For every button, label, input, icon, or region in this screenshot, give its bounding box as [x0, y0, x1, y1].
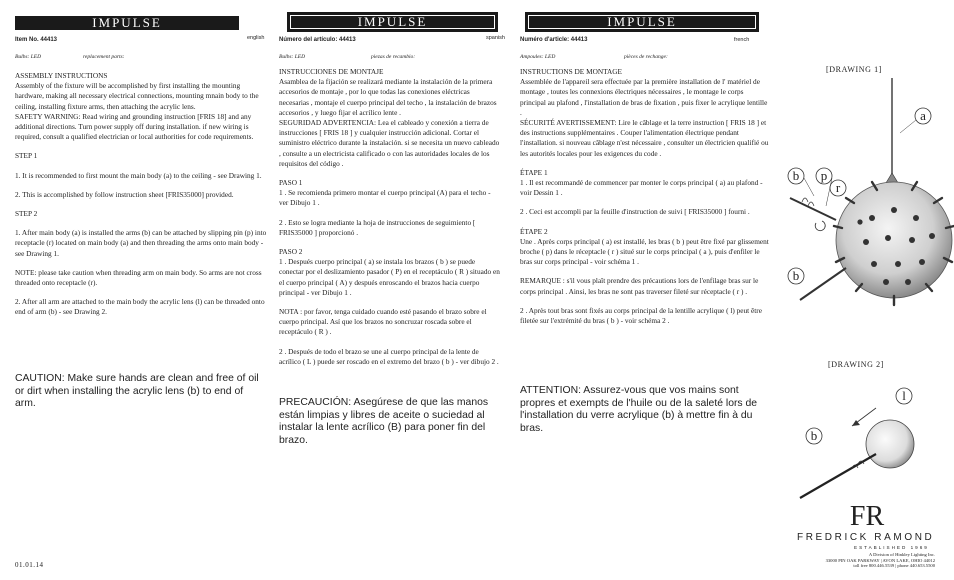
instruction-paragraph: ASSEMBLY INSTRUCTIONS	[15, 71, 108, 80]
language-label: french	[734, 37, 750, 43]
instruction-paragraph: 2 . Después de todo el brazo se une al cuerpo principal de la lente de acrílico ( L ) puede ser roscado en el extremo del brazo ( b ) - ver dibujo 2 .	[279, 346, 499, 366]
callout-b2: b	[792, 268, 800, 283]
instruction-paragraph	[15, 219, 267, 228]
drawing-2-figure	[780, 372, 954, 508]
drawing-1-figure	[782, 78, 954, 310]
instruction-paragraph: 1. It is recommended to first mount the main body (a) to the ceiling - see Drawing 1.	[15, 170, 262, 180]
caution-spanish: PRECAUCIÓN: Asegúrese de que las manos están limpias y libres de aceite o suciedad al instalar la lente acrílico (B) para poner fin del brazo.	[279, 397, 489, 446]
bulbs-label: Ampoules: LED	[520, 54, 556, 60]
instruction-paragraph: STEP 2	[15, 209, 38, 219]
instructions-english	[15, 71, 267, 318]
instruction-paragraph	[15, 288, 267, 297]
arm-lower	[800, 268, 846, 300]
instruction-paragraph: 1 . Después cuerpo principal ( a) se instala los brazos ( b ) se puede conectar por el deslizamiento pasador ( P) en el receptáculo ( R ) situado en el cuerpo principal ( A) y después enroscando el brazos hacia cuerpo principal - ver Dibujo 1 .	[279, 257, 500, 297]
instruction-paragraph	[15, 162, 267, 171]
item-number: Número del artículo: 44413	[279, 37, 356, 43]
instruction-paragraph: 2 . Après tout bras sont fixés au corps principal de la lentille acrylique ( l) peut être filetée sur l'extrémité du bras ( b ) - voir schéma 2 .	[520, 305, 762, 326]
instruction-paragraph: STEP 1	[15, 151, 38, 161]
address: 33000 PIN OAK PARKWAY | AVON LAKE, OHIO 44012	[825, 557, 935, 563]
instruction-paragraph: SAFETY WARNING: Read wiring and grounding instruction [FRIS 18] and any additional directions. Turn power supply off during installation. if new wiring is required, consult a qualified electrician or local authorities for code requirements.	[15, 111, 254, 142]
main-body-sphere	[836, 182, 952, 298]
instruction-paragraph: 1 . Se recomienda primero montar el cuerpo principal (A) para el techo - ver Dibujo 1 .	[279, 188, 491, 208]
callout-r: r	[835, 180, 841, 195]
acrylic-lens	[866, 420, 914, 468]
instruction-paragraph: PASO 1	[279, 178, 303, 188]
drawing-2-label: [DRAWING 2]	[828, 360, 884, 369]
date-code: 01.01.14	[15, 561, 44, 569]
instruction-paragraph: 2 . Ceci est accompli par la feuille d'instruction de suivi [ FRIS35000 ] fourni .	[520, 207, 750, 217]
instructions-french	[520, 67, 770, 326]
arm-rod	[800, 454, 876, 498]
brand-name: FREDRICK RAMOND	[797, 532, 935, 543]
language-label: english	[247, 35, 265, 41]
instruction-paragraph: 2. This is accomplished by follow instruction sheet [FRIS35000] provided.	[15, 189, 234, 199]
instruction-paragraph: 2 . Esto se logra mediante la hoja de instrucciones de seguimiento [ FRIS35000 ] proporcionó .	[279, 217, 476, 237]
instruction-paragraph: Une . Après corps principal ( a) est installé, les bras ( b ) peut être fixé par glissement broche ( p) dans le réceptacle ( r ) situé sur le corps principal ( a ), puis d'enfiler le bras sur corps principal - voir schéma 1 .	[520, 236, 769, 267]
arm-upper	[790, 198, 836, 220]
instruction-paragraph	[279, 209, 501, 218]
product-title: IMPULSE	[92, 15, 162, 30]
parts-label: piezas de recambio:	[371, 54, 416, 60]
instruction-paragraph: 1 . Il est recommandé de commencer par monter le corps principal ( a) au plafond - voir Dessin 1 .	[520, 178, 763, 198]
callout-l: l	[902, 388, 906, 403]
established: ESTABLISHED 1969	[854, 545, 929, 550]
instruction-paragraph	[15, 142, 267, 151]
callout-p: p	[820, 168, 828, 183]
caution-french: ATTENTION: Assurez-vous que vos mains sont propres et exempts de l'huile ou de la saleté lors de l'installation du verre acrylique (b) à mettre fin à du bras.	[520, 385, 758, 434]
callout-a: a	[920, 108, 926, 123]
product-title: IMPULSE	[607, 14, 677, 29]
product-title: IMPULSE	[357, 14, 428, 29]
item-number: Numéro d'article: 44413	[520, 37, 588, 43]
instruction-paragraph	[15, 200, 267, 209]
instruction-paragraph	[279, 298, 501, 307]
instruction-paragraph: ÉTAPE 1	[520, 167, 548, 177]
bulbs-label: Bulbs: LED	[279, 54, 306, 60]
title-bar-english	[15, 16, 239, 30]
instruction-paragraph: SEGURIDAD ADVERTENCIA: Lea el cableado y conexión a tierra de instrucciones [ FRIS 18 ] y cualquier instrucción adicional. Cortar el suministro eléctrico durante la instalación. si se necesita un nuevo cableado , consulte a un electricista calificado o con las autoridades locales de los requisitos del código .	[279, 118, 500, 168]
instruction-paragraph	[279, 338, 501, 347]
instruction-paragraph: SÉCURITÉ AVERTISSEMENT: Lire le câblage et la terre instruction [ FRIS 18 ] et des instructions supplémentaires . Couper l'alimentation électrique pendant l'installation. si nouveau câblage n'est nécessaire , consulter un électricien qualifié ou les autorités locales pour les exigences du code .	[520, 118, 769, 158]
instruction-paragraph	[520, 198, 770, 207]
instruction-paragraph: ÉTAPE 2	[520, 226, 548, 236]
instruction-paragraph: 2. After all arm are attached to the main body the acrylic lens (l) can be threaded onto end of arm (b) - see Drawing 2.	[15, 297, 265, 317]
callout-b: b	[810, 428, 818, 443]
instruction-paragraph	[15, 259, 267, 268]
instruction-paragraph: Asamblea de la fijación se realizará mediante la instalación de la primera accesorios de montaje , por lo que todas las conexiones eléctricas necesarias , montaje el cuerpo principal del techo , la instalación de brazos accesorios , y luego fijar el acrílico lente .	[279, 77, 497, 117]
instruction-paragraph	[15, 181, 267, 190]
instruction-paragraph: INSTRUCCIONES DE MONTAJE	[279, 67, 384, 76]
drawing-1-label: [DRAWING 1]	[826, 65, 882, 74]
phone: toll free 800.446.5539 | phone 440.653.5500	[853, 563, 935, 569]
brand-monogram-logo	[849, 500, 885, 532]
instruction-paragraph	[279, 238, 501, 247]
instruction-paragraph: Assembly of the fixture will be accomplished by first installing the mounting hardware, making all necessary electrical connections, mounting mnain body to the ceiling, installing fixture arms, then attaching the acrylic lens.	[15, 81, 259, 111]
instruction-paragraph: NOTA : por favor, tenga cuidado cuando esté pasando el brazo sobre el cuerpo principal. Así que los brazos no soncruzar roscada sobre el receptáculo ( R ) .	[279, 307, 487, 337]
instruction-paragraph: REMARQUE : s'il vous plaît prendre des précautions lors de l'enfilage bras sur le corps principal . Ainsi, les bras ne sont pas traverser fileté sur réceptacle ( r ) .	[520, 276, 759, 296]
instruction-paragraph: 1. After main body (a) is installed the arms (b) can be attached by slipping pin (p) into receptacle (r) located on main body (a) and then threading the arms onto main body - see Drawing 1.	[15, 228, 267, 258]
instruction-paragraph: INSTRUCTIONS DE MONTAGE	[520, 67, 622, 76]
instruction-paragraph: PASO 2	[279, 247, 303, 257]
monogram-text: FR	[849, 501, 885, 532]
instruction-paragraph	[520, 218, 770, 227]
instruction-paragraph: Assemblée de l'appareil sera effectuée par la première installation de l' matériel de montage , toutes les connexions électriques nécessaires , le montage le corps principal au plafond , l'installation de bras de fixation , puis fixer le acrylique lentille .	[520, 77, 768, 117]
instruction-paragraph: NOTE: please take caution when threading arm on main body. So arms are not cross threaded onto receptacle (r).	[15, 267, 262, 288]
parts-label: replacement parts:	[83, 54, 125, 60]
bulbs-label: Bulbs: LED	[15, 54, 42, 60]
title-bar-french	[525, 12, 759, 32]
instructions-spanish	[279, 67, 501, 367]
instruction-paragraph	[520, 159, 770, 168]
instruction-paragraph	[520, 297, 770, 306]
division: A Division of Hinkley Lighting Inc.	[868, 552, 935, 557]
item-number: Item No. 44413	[15, 37, 58, 43]
parts-label: pièces de rechange:	[624, 54, 668, 60]
caution-english: CAUTION: Make sure hands are clean and free of oil or dirt when installing the acrylic lens (b) to end of arm.	[15, 373, 259, 410]
instruction-paragraph	[520, 267, 770, 276]
title-bar-spanish	[287, 12, 498, 32]
brand-footer	[780, 552, 935, 569]
callout-b: b	[792, 168, 800, 183]
instruction-paragraph	[279, 169, 501, 178]
rotation-arrow	[815, 221, 825, 231]
language-label: spanish	[486, 35, 505, 41]
